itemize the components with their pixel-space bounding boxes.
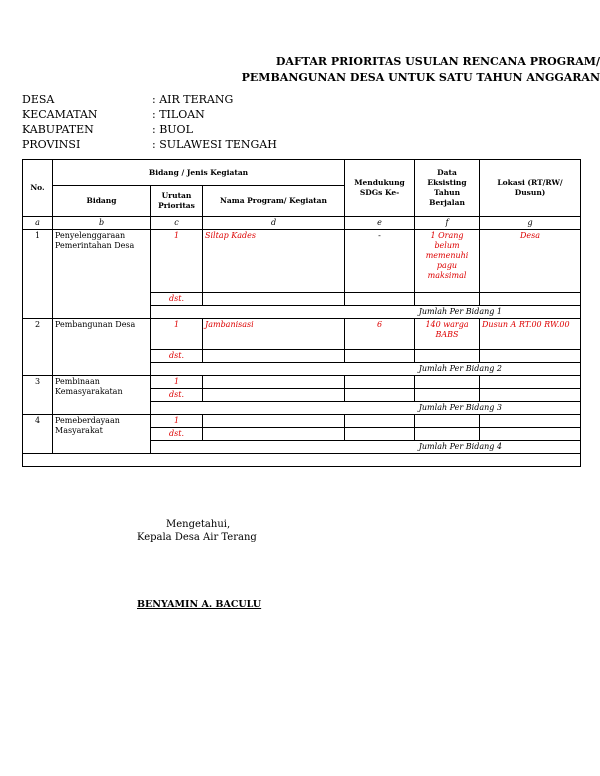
letter-cell: b	[53, 217, 151, 230]
signature-name: BENYAMIN A. BACULU	[137, 599, 262, 610]
info-row-desa	[22, 92, 277, 107]
info-row-provinsi	[22, 137, 277, 152]
info-value: : SULAWESI TENGAH	[152, 138, 277, 151]
letter-cell: d	[203, 217, 345, 230]
document-title-line-2: PEMBANGUNAN DESA UNTUK SATU TAHUN ANGGARAN	[241, 71, 600, 84]
row-data: 1 Orang belum memenuhi pagu maksimal	[415, 230, 480, 293]
priority-table	[22, 159, 581, 467]
header-sdgs: Mendukung SDGs Ke-	[345, 160, 415, 217]
row-nama: Jambanisasi	[203, 319, 345, 350]
row-no: 2	[23, 319, 53, 376]
info-key: PROVINSI	[22, 138, 81, 151]
letter-cell: f	[415, 217, 480, 230]
table-row	[23, 376, 581, 389]
row-data: 140 warga BABS	[415, 319, 480, 350]
row-urutan: 1	[151, 319, 203, 350]
row-nama: Siltap Kades	[203, 230, 345, 293]
header-urutan: Urutan Prioritas	[151, 186, 203, 217]
letter-cell: e	[345, 217, 415, 230]
info-value: : AIR TERANG	[152, 93, 234, 106]
signature-acknowledged: Mengetahui,	[166, 519, 231, 530]
row-sdgs: -	[345, 230, 415, 293]
row-urutan: 1	[151, 415, 203, 428]
header-bidang: Bidang	[53, 186, 151, 217]
document-title-line-1: DAFTAR PRIORITAS USULAN RENCANA PROGRAM/	[275, 55, 600, 68]
info-key: KECAMATAN	[22, 108, 98, 121]
row-no: 4	[23, 415, 53, 454]
row-dst: dst.	[151, 350, 203, 363]
row-lokasi: Desa	[480, 230, 581, 293]
letter-row	[23, 217, 581, 230]
info-key: DESA	[22, 93, 55, 106]
row-lokasi: Dusun A RT.00 RW.00	[480, 319, 581, 350]
empty-row	[23, 454, 581, 467]
header-data-eksisting: Data Eksisting Tahun Berjalan	[415, 160, 480, 217]
subtotal-label: Jumlah Per Bidang 2	[151, 363, 581, 376]
table-row	[23, 319, 581, 350]
subtotal-label: Jumlah Per Bidang 1	[151, 306, 581, 319]
row-bidang: Pembinaan Kemasyarakatan	[53, 376, 151, 415]
letter-cell: g	[480, 217, 581, 230]
header-no: No.	[23, 160, 53, 217]
row-dst: dst.	[151, 389, 203, 402]
row-dst: dst.	[151, 428, 203, 441]
row-urutan: 1	[151, 230, 203, 293]
header-lokasi: Lokasi (RT/RW/ Dusun)	[480, 160, 581, 217]
letter-cell: c	[151, 217, 203, 230]
row-sdgs: 6	[345, 319, 415, 350]
subtotal-label: Jumlah Per Bidang 4	[151, 441, 581, 454]
letter-cell: a	[23, 217, 53, 230]
info-value: : BUOL	[152, 123, 193, 136]
info-block	[22, 92, 277, 152]
row-bidang: Pembangunan Desa	[53, 319, 151, 376]
row-urutan: 1	[151, 376, 203, 389]
signature-title: Kepala Desa Air Terang	[137, 532, 257, 543]
row-bidang: Penyelenggaraan Pemerintahan Desa	[53, 230, 151, 319]
row-bidang: Pemeberdayaan Masyarakat	[53, 415, 151, 454]
info-key: KABUPATEN	[22, 123, 94, 136]
table-row	[23, 230, 581, 293]
subtotal-label: Jumlah Per Bidang 3	[151, 402, 581, 415]
row-dst: dst.	[151, 293, 203, 306]
row-no: 1	[23, 230, 53, 319]
row-no: 3	[23, 376, 53, 415]
table-row	[23, 415, 581, 428]
info-row-kabupaten	[22, 122, 277, 137]
info-value: : TILOAN	[152, 108, 205, 121]
info-row-kecamatan	[22, 107, 277, 122]
header-bidang-jenis: Bidang / Jenis Kegiatan	[53, 160, 345, 186]
header-nama: Nama Program/ Kegiatan	[203, 186, 345, 217]
